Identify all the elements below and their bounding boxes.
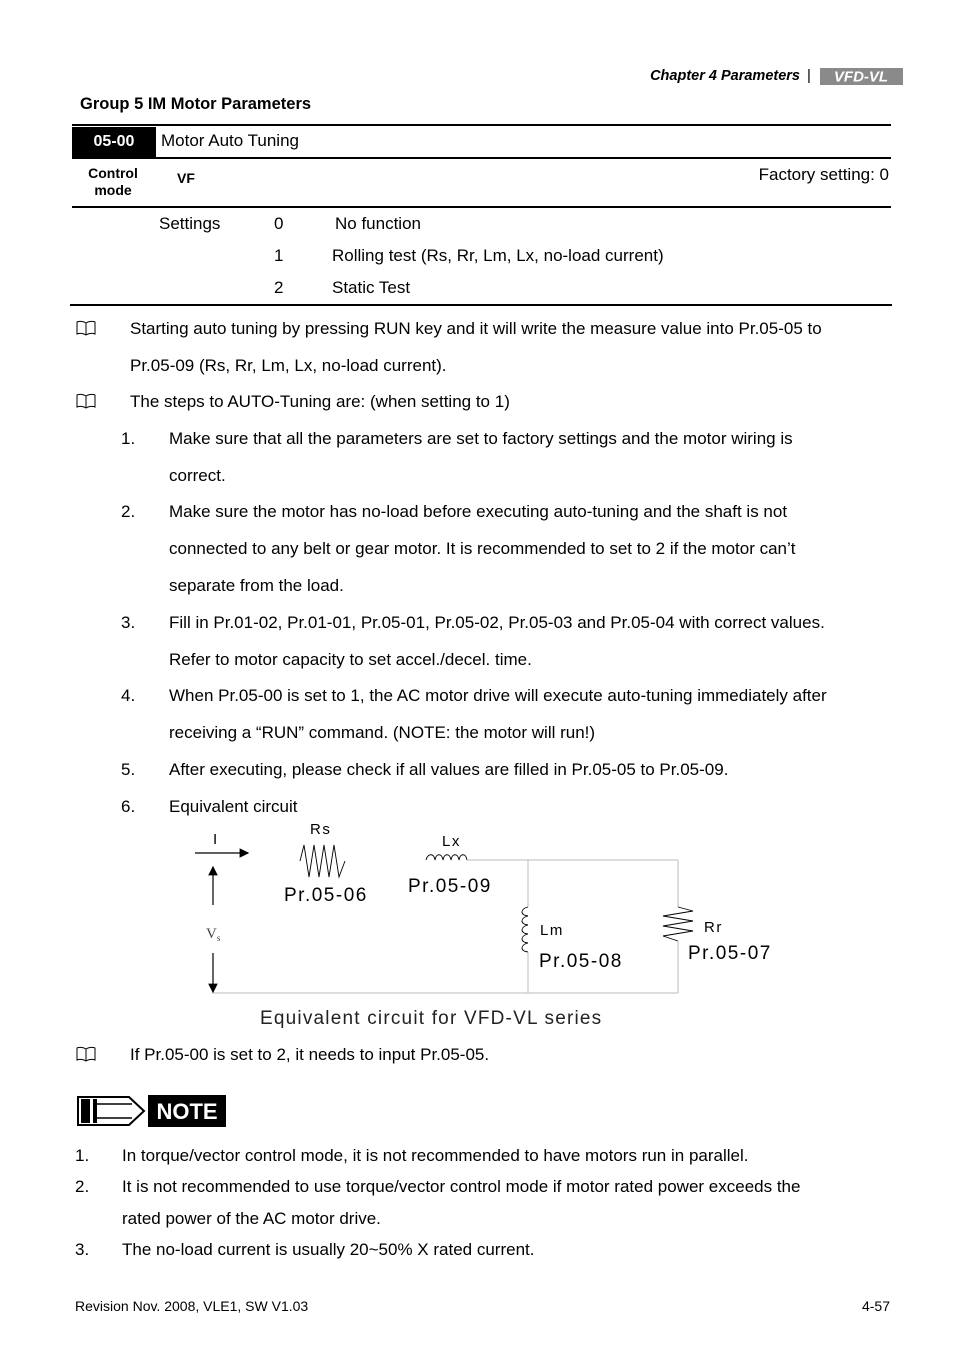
- voltage-label: $V_s$: [206, 926, 221, 943]
- lm-parameter: Pr.05-08: [539, 951, 623, 972]
- parameter-name: Motor Auto Tuning: [161, 131, 299, 150]
- table-rule: [72, 157, 891, 159]
- settings-label: Settings: [159, 214, 221, 233]
- book-icon: [76, 320, 96, 336]
- step-text: Make sure the motor has no-load before executing auto-tuning and the shaft is not connected to any belt or gear motor. It is recommended to set to 2 if the motor can’t separate from the load.: [169, 502, 796, 595]
- note-item-text: In torque/vector control mode, it is not recommended to have motors run in parallel.: [122, 1146, 749, 1165]
- note-paragraph: If Pr.05-00 is set to 2, it needs to input Pr.05-05.: [130, 1045, 490, 1064]
- rs-parameter: Pr.05-06: [284, 885, 368, 906]
- rr-label: Rr: [704, 919, 723, 936]
- note-item-number: 1.: [75, 1146, 90, 1165]
- header-separator: |: [807, 67, 811, 84]
- rr-parameter: Pr.05-07: [688, 943, 772, 964]
- step-text: Fill in Pr.01-02, Pr.01-01, Pr.05-01, Pr.05-02, Pr.05-03 and Pr.05-04 with correct values. Refer to motor capacity to set accel./decel. time.: [169, 613, 825, 669]
- step-number: 2.: [121, 502, 136, 521]
- step-text: When Pr.05-00 is set to 1, the AC motor drive will execute auto-tuning immediately after receiving a “RUN” command. (NOTE: the motor will run!): [169, 686, 827, 742]
- current-label: I: [213, 831, 218, 848]
- lx-label: Lx: [442, 833, 461, 850]
- rs-label: Rs: [310, 821, 332, 838]
- vfd-vl-logo: [820, 68, 903, 85]
- step-number: 4.: [121, 686, 136, 705]
- step-text: Equivalent circuit: [169, 797, 298, 816]
- note-item-number: 2.: [75, 1177, 90, 1196]
- control-mode-label: Control mode: [88, 165, 138, 198]
- footer-revision: Revision Nov. 2008, VLE1, SW V1.03: [75, 1298, 309, 1314]
- setting-value: 1: [274, 246, 284, 265]
- note-item-text: The no-load current is usually 20~50% X rated current.: [122, 1240, 535, 1259]
- note-paragraph: Starting auto tuning by pressing RUN key and it will write the measure value into Pr.05-05 to Pr.05-09 (Rs, Rr, Lm, Lx, no-load current).: [130, 319, 822, 375]
- lx-inductor: [426, 855, 467, 860]
- factory-setting: Factory setting: 0: [758, 165, 889, 184]
- table-rule: [72, 206, 891, 208]
- step-number: 5.: [121, 760, 136, 779]
- note-label: NOTE: [156, 1099, 218, 1124]
- book-icon: [76, 1046, 96, 1062]
- lx-parameter: Pr.05-09: [408, 876, 492, 897]
- rr-resistor: [663, 907, 693, 941]
- footer-page-number: 4-57: [861, 1298, 890, 1314]
- setting-description: Static Test: [332, 278, 411, 297]
- table-top-rule: [72, 124, 891, 126]
- parameter-code: 05-00: [72, 127, 156, 157]
- table-bottom-rule: [70, 304, 892, 306]
- note-item-text: It is not recommended to use torque/vector control mode if motor rated power exceeds the rated power of the AC motor drive.: [122, 1177, 801, 1228]
- chapter-title: Chapter 4 Parameters: [650, 68, 800, 84]
- logo-text: VFD-VL: [833, 68, 889, 85]
- lm-label: Lm: [540, 922, 564, 939]
- group-title: Group 5 IM Motor Parameters: [80, 95, 312, 113]
- setting-description: Rolling test (Rs, Rr, Lm, Lx, no-load current): [332, 246, 664, 265]
- circuit-caption: Equivalent circuit for VFD-VL series: [260, 1008, 603, 1029]
- setting-value: 0: [274, 214, 284, 233]
- rs-resistor: [300, 845, 345, 877]
- control-mode-value: VF: [177, 170, 195, 186]
- book-icon: [76, 393, 96, 409]
- step-text: After executing, please check if all values are filled in Pr.05-05 to Pr.05-09.: [169, 760, 729, 779]
- equivalent-circuit-diagram: [190, 815, 810, 1035]
- note-paragraph: The steps to AUTO-Tuning are: (when setting to 1): [130, 392, 510, 411]
- setting-value: 2: [274, 278, 284, 297]
- note-item-number: 3.: [75, 1240, 90, 1259]
- lm-inductor: [522, 907, 528, 952]
- setting-description: No function: [335, 214, 421, 233]
- step-text: Make sure that all the parameters are set to factory settings and the motor wiring is correct.: [169, 429, 793, 485]
- step-number: 3.: [121, 613, 136, 632]
- note-banner: [76, 1094, 228, 1128]
- step-number: 6.: [121, 797, 136, 816]
- step-number: 1.: [121, 429, 136, 448]
